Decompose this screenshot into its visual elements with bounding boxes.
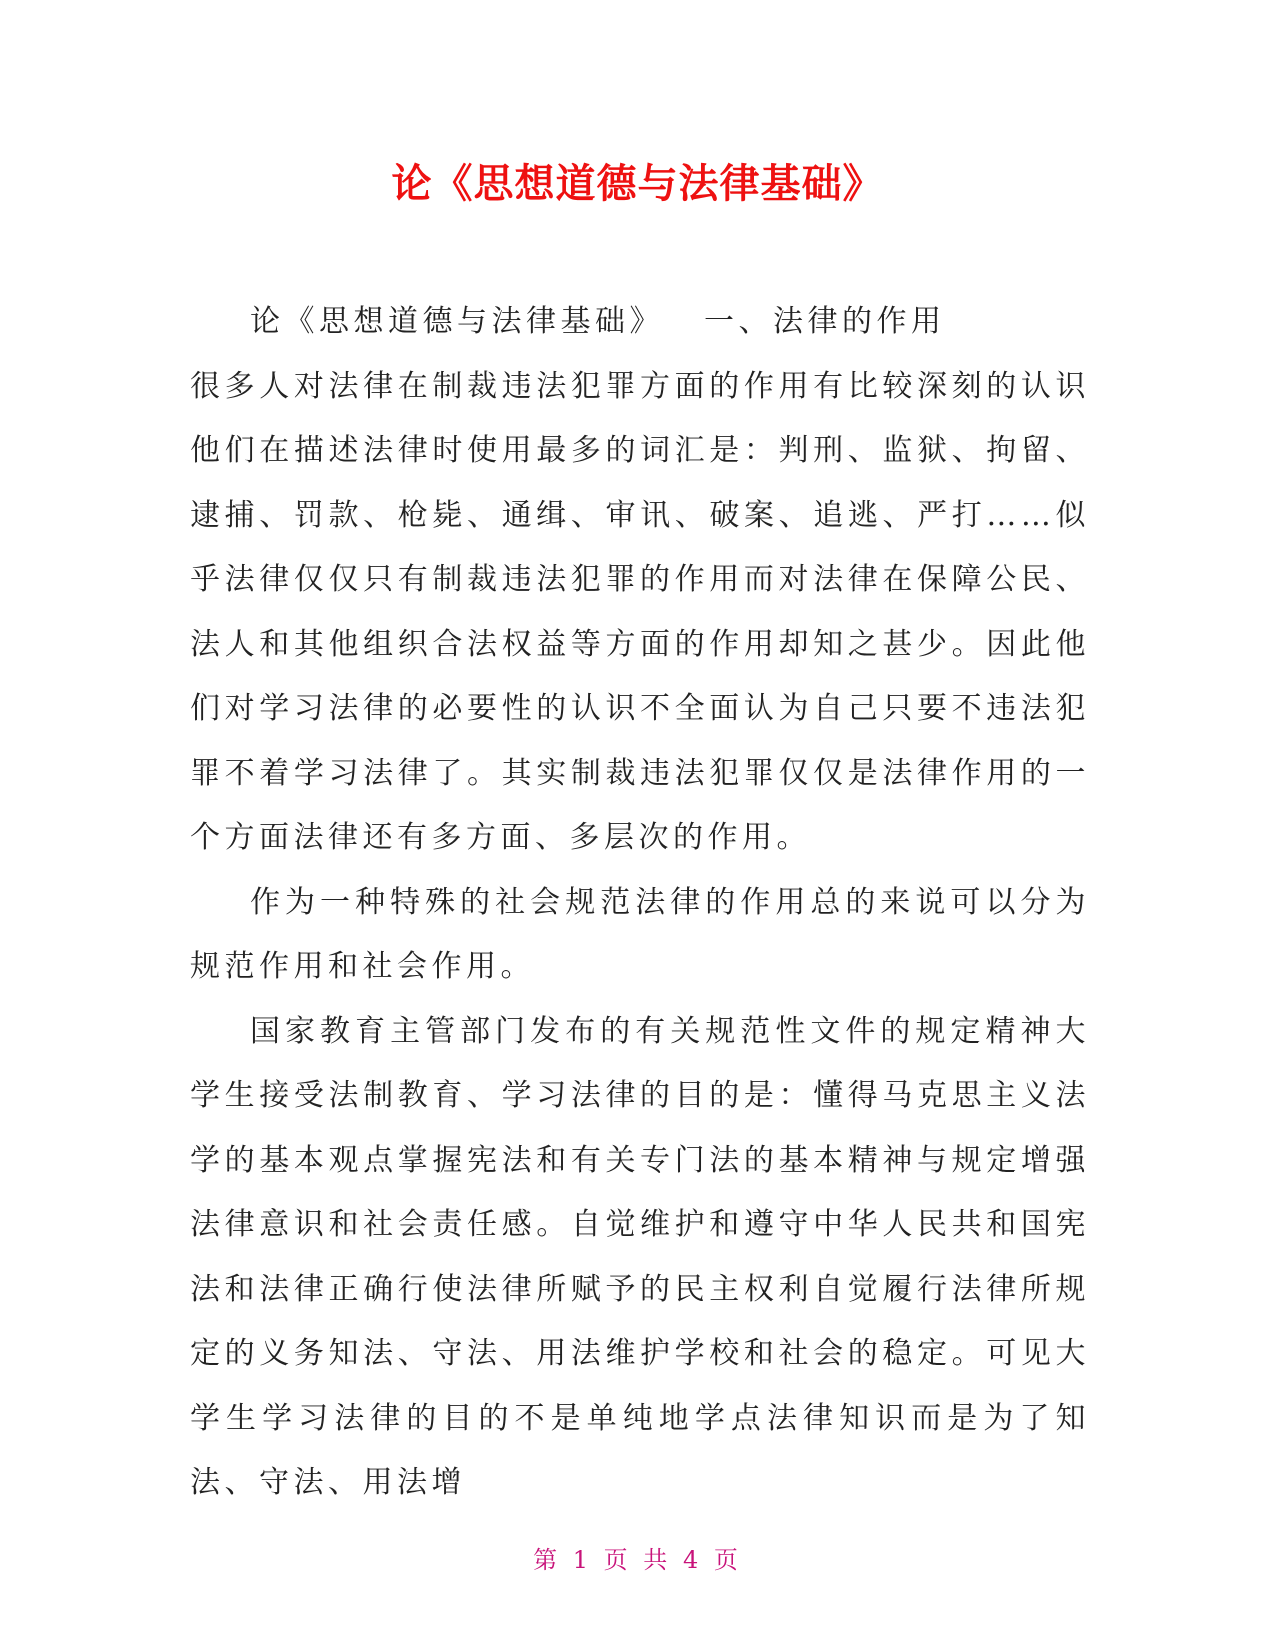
page-number-footer: 第 1 页 共 4 页	[533, 1546, 742, 1574]
paragraph-1: 很多人对法律在制裁违法犯罪方面的作用有比较深刻的认识他们在描述法律时使用最多的词汇是：判刑、监狱、拘留、逮捕、罚款、枪毙、通缉、审讯、破案、追逃、严打……似乎法律仅仅只有制裁违法犯罪的作用而对法律在保障公民、法人和其他组织合法权益等方面的作用却知之甚少。因此他们对学习法律的必要性的认识不全面认为自己只要不违法犯罪不着学习法律了。其实制裁违法犯罪仅仅是法律作用的一个方面法律还有多方面、多层次的作用。	[190, 368, 1090, 855]
paragraph-3: 国家教育主管部门发布的有关规范性文件的规定精神大学生接受法制教育、学习法律的目的是：懂得马克思主义法学的基本观点掌握宪法和有关专门法的基本精神与规定增强法律意识和社会责任感。自觉维护和遵守中华人民共和国宪法和法律正确行使法律所赋予的民主权利自觉履行法律所规定的义务知法、守法、用法维护学校和社会的稳定。可见大学生学习法律的目的不是单纯地学点法律知识而是为了知法、守法、用法增	[190, 1013, 1090, 1500]
section-heading: 一、法律的作用	[704, 304, 946, 339]
document-body	[190, 290, 1090, 1516]
intro-line	[190, 290, 1090, 355]
intro-title: 论《思想道德与法律基础》	[250, 304, 664, 339]
paragraph-2: 作为一种特殊的社会规范法律的作用总的来说可以分为规范作用和社会作用。	[190, 884, 1090, 984]
document-title: 论《思想道德与法律基础》	[391, 161, 884, 207]
